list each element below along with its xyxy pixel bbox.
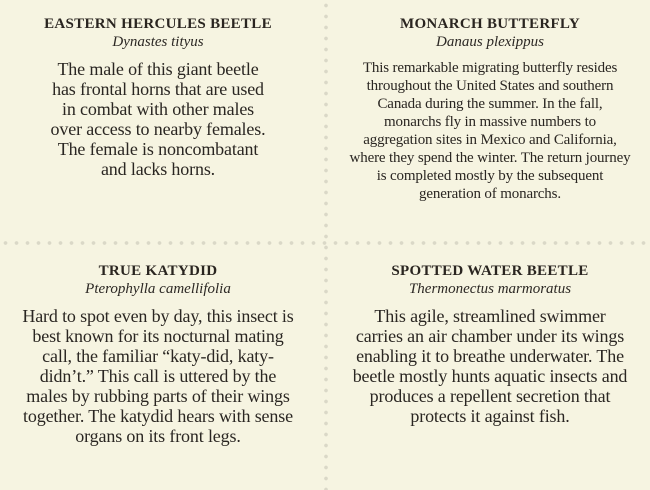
stamp-true-katydid <box>8 262 308 446</box>
stamp-title: SPOTTED WATER BEETLE <box>391 263 589 279</box>
stamp-scientific-name: Danaus plexippus <box>436 34 544 50</box>
stamp-eastern-hercules-beetle <box>8 15 308 179</box>
stamp-scientific-name: Thermonectus marmoratus <box>408 281 572 297</box>
stamp-scientific-name: Dynastes tityus <box>112 34 204 50</box>
stamp-title: EASTERN HERCULES BEETLE <box>44 16 272 32</box>
stamp-description: This agile, streamlined swimmer carries an air chamber under its wings enabling it to breathe underwater. The beetle mostly hunts aquatic insects and produces a repellent secretion that protects it against fish. <box>352 306 628 426</box>
horizontal-perforation <box>0 240 650 246</box>
stamp-scientific-name: Pterophylla camellifolia <box>85 281 231 297</box>
stamp-spotted-water-beetle <box>338 262 642 426</box>
stamp-monarch-butterfly <box>338 15 642 203</box>
stamp-title: TRUE KATYDID <box>98 263 218 279</box>
stamp-title: MONARCH BUTTERFLY <box>400 16 580 32</box>
stamp-description: Hard to spot even by day, this insect is best known for its nocturnal mating call, the familiar “katy-did, katy-didn’t.” This call is uttered by the males by rubbing parts of their wings together. The katydid hears with sense organs on its front legs. <box>22 306 294 446</box>
stamp-description: The male of this giant beetle has frontal horns that are used in combat with other males over access to nearby females. The female is noncombatant and lacks horns. <box>50 59 266 179</box>
stamp-description: This remarkable migrating butterfly resides throughout the United States and southern Canada during the summer. In the fall, monarchs fly in massive numbers to aggregation sites in Mexico and California, where they spend the winter. The return journey is completed mostly by the subsequent generation of monarchs. <box>349 60 631 202</box>
